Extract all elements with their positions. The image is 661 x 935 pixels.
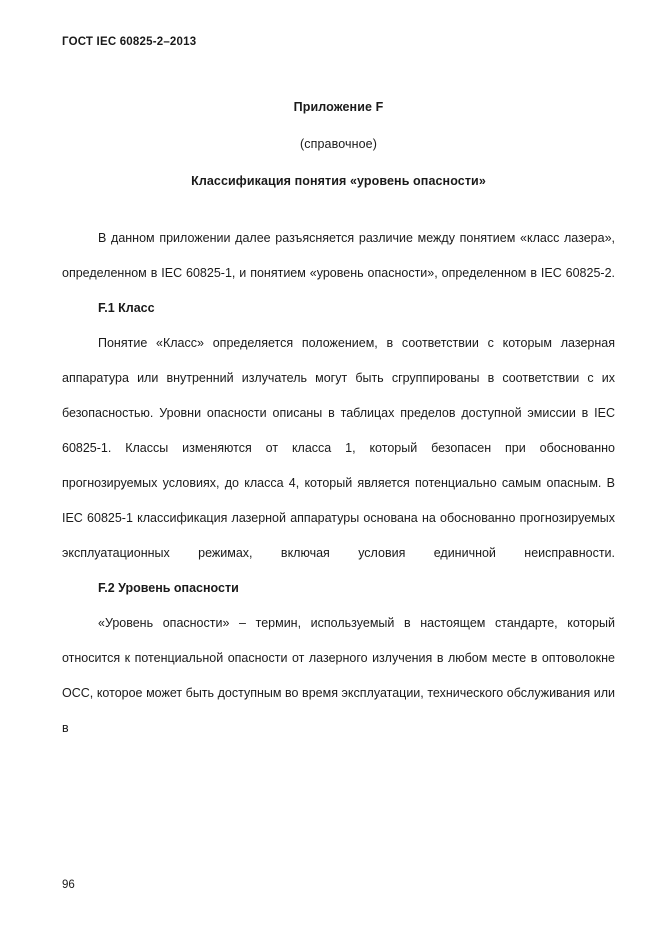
page-header-standard-id: ГОСТ IEC 60825-2–2013 [62,36,197,48]
intro-paragraph: В данном приложении далее разъясняется различие между понятием «класс лазера», определенном в IEC 60825-1, и понятием «уровень опасности», определенном в IEC 60825-2. [62,231,615,280]
section-paragraph-f1: Понятие «Класс» определяется положением, в соответствии с которым лазерная аппаратура или внутренний излучатель могут быть сгруппированы в соответствии с их безопасностью. Уровни опасности описаны в таблицах пределов доступной эмиссии в IEC 60825-1. Классы изменяются от класса 1, который безопасен при обоснованно прогнозируемых условиях, до класса 4, который является потенциально самым опасным. В IEC 60825-1 классификация лазерной аппаратуры основана на обоснованно прогнозируемых эксплуатационных режимах, включая условия единичной неисправности. [62,336,615,560]
page-number: 96 [62,879,75,891]
annex-heading: Классификация понятия «уровень опасности» [191,174,486,188]
section-paragraph-f2: «Уровень опасности» – термин, используемый в настоящем стандарте, который относится к потенциальной опасности от лазерного излучения в любом месте в оптоволокне ОСС, которое может быть доступным во время эксплуатации, технического обслуживания или в [62,616,615,735]
section-heading-f1: F.1 Класс [98,301,155,315]
annex-title: Приложение F [293,100,384,114]
page-content [62,100,615,746]
section-heading-f2: F.2 Уровень опасности [98,581,239,595]
annex-subtitle: (справочное) [300,137,377,151]
